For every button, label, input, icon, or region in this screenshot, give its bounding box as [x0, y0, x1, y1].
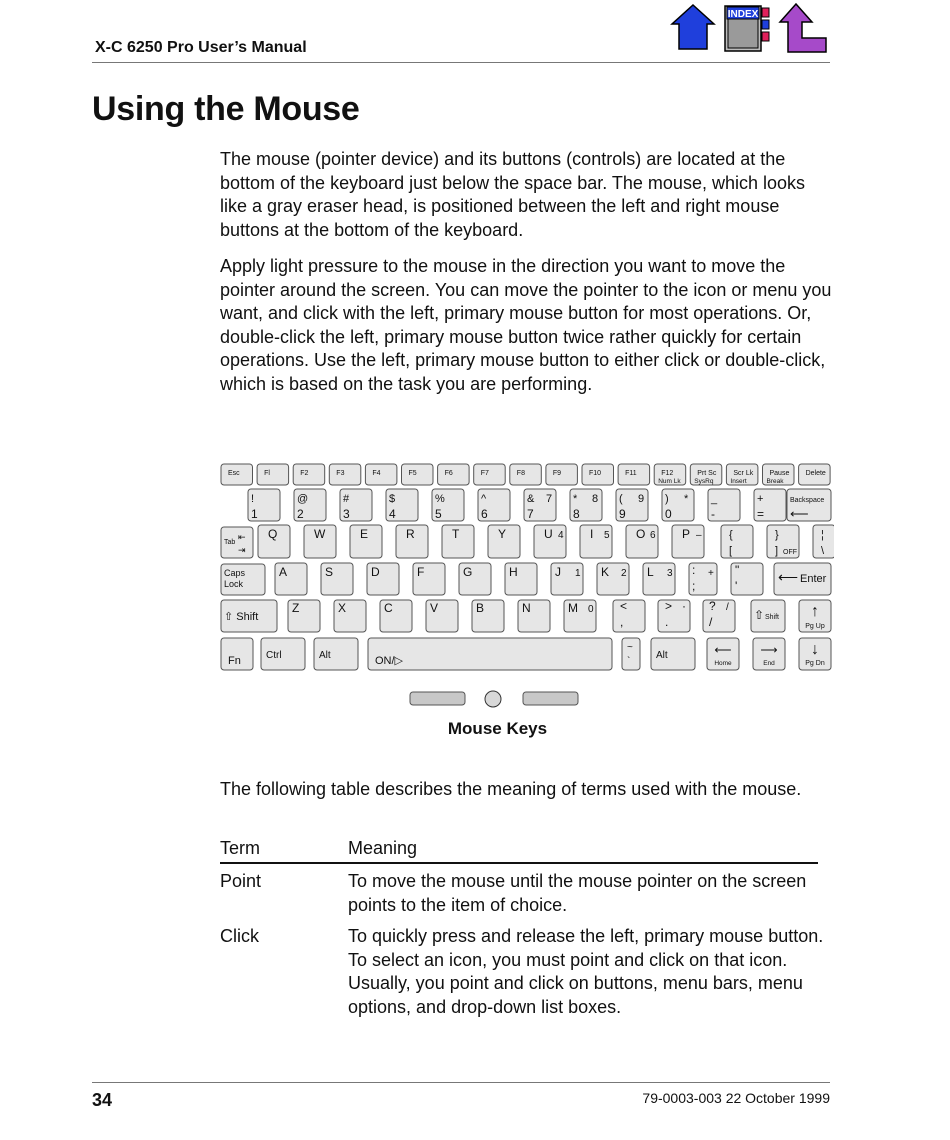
- number-key: [386, 489, 418, 521]
- key-label: Caps: [224, 568, 246, 578]
- letter-key: [518, 600, 550, 632]
- keyboard-diagram: [218, 460, 834, 712]
- home-icon[interactable]: [668, 2, 718, 52]
- bracket-key: [767, 525, 799, 558]
- nav-icons: [668, 2, 833, 56]
- table-meaning: To quickly press and release the left, primary mouse button. To select an icon, you must point and click on that icon. Usually, you point and click on buttons, menu bars, menu options, and drop-down list boxes.: [348, 926, 824, 1017]
- number-key: [478, 489, 510, 521]
- function-key: [690, 464, 722, 485]
- function-key: [799, 464, 831, 485]
- key-label: F: [417, 565, 425, 579]
- end-key: [753, 638, 785, 670]
- key-label: F9: [552, 470, 562, 477]
- letter-key: [643, 563, 675, 595]
- backspace-arrow: ⟵: [790, 506, 809, 521]
- space-bar: [368, 638, 612, 670]
- table-header-term: Term: [220, 838, 260, 858]
- key-label: `: [627, 656, 631, 667]
- key-label: I: [590, 527, 594, 541]
- semicolon-key: [689, 563, 717, 595]
- page-title: Using the Mouse: [92, 90, 360, 128]
- usage-paragraph: Apply light pressure to the mouse in the direction you want to move the pointer around the screen. You can move the pointer to the icon or menu you want, and click with the left, primary mouse button for most operations. Or, double-click the left, primary mouse button twice rather quickly for certain operations. Use the left, primary mouse button to either click or double-click, which is based on the task you are performing.: [220, 256, 832, 394]
- table-term: Point: [220, 871, 262, 891]
- key-label: A: [279, 565, 288, 579]
- right-mouse-button: [523, 692, 578, 705]
- key-label: Home: [714, 660, 732, 667]
- key-label: 7: [527, 507, 534, 521]
- key-label: 5: [435, 507, 442, 521]
- manual-title: X-C 6250 Pro User’s Manual: [95, 39, 307, 56]
- key-label: /: [709, 615, 713, 629]
- key-label: Prt Sc: [697, 470, 717, 477]
- key-label: &: [527, 493, 535, 505]
- function-key: [438, 464, 470, 485]
- header-divider: [92, 62, 830, 63]
- function-key: [654, 464, 686, 485]
- key-label: 4: [389, 507, 396, 521]
- period-key: [658, 599, 690, 632]
- key-numpad-label: 9: [638, 493, 645, 505]
- figure-caption: Mouse Keys: [447, 719, 548, 738]
- key-label: S: [325, 565, 334, 579]
- key-label: H: [509, 565, 518, 579]
- key-label: U: [544, 527, 553, 541]
- key-label: Alt: [319, 650, 331, 661]
- back-arrow-icon[interactable]: [778, 2, 830, 54]
- letter-key: [413, 563, 445, 595]
- key-label: $: [389, 493, 396, 505]
- key-label: F5: [408, 470, 417, 477]
- key-label: F11: [625, 470, 637, 477]
- key-numpad-label: 2: [621, 568, 627, 579]
- key-label: <: [620, 599, 628, 613]
- letter-key: [505, 563, 537, 595]
- key-label: Fn: [228, 655, 241, 667]
- left-alt-key: [314, 638, 358, 670]
- key-label: }: [775, 529, 779, 541]
- key-label: ?: [709, 599, 716, 613]
- slash-key: [703, 599, 735, 632]
- key-label: Z: [292, 601, 300, 615]
- tab-key: [221, 527, 253, 558]
- enter-key: [774, 563, 831, 595]
- key-label: Backspace: [790, 497, 825, 504]
- ctrl-key: [261, 638, 305, 670]
- key-label: Alt: [656, 650, 668, 661]
- key-numpad-label: 0: [588, 604, 594, 615]
- key-label: ': [735, 579, 738, 593]
- key-label: Y: [498, 527, 507, 541]
- key-numpad-label: *: [684, 493, 689, 505]
- quote-key: [731, 563, 763, 595]
- function-key: [726, 464, 758, 485]
- number-key: [708, 489, 740, 521]
- bracket-key: [813, 525, 834, 558]
- key-label: Ctrl: [266, 650, 282, 661]
- tab-arrow: ⇥: [238, 545, 246, 555]
- table-header-rule: [220, 862, 818, 864]
- key-numpad-label: –: [696, 530, 702, 541]
- function-key: [221, 464, 253, 485]
- letter-key: [321, 563, 353, 595]
- key-label: End: [763, 660, 775, 667]
- key-label: Scr Lk: [733, 470, 754, 477]
- key-label: \: [821, 545, 825, 557]
- key-label: >: [665, 599, 673, 613]
- key-label: L: [647, 565, 654, 579]
- key-label: {: [729, 529, 733, 541]
- function-key: [293, 464, 325, 485]
- key-numpad-label: 4: [558, 530, 564, 541]
- key-numpad-label: 6: [650, 530, 656, 541]
- key-label: #: [343, 493, 350, 505]
- key-label: O: [636, 527, 646, 541]
- key-label: 0: [665, 507, 672, 521]
- key-label: !: [251, 493, 255, 505]
- backspace-key: [787, 489, 831, 521]
- key-label: R: [406, 527, 415, 541]
- key-label: F2: [300, 470, 309, 477]
- key-label: F7: [480, 470, 489, 477]
- key-label: Pause: [769, 470, 790, 477]
- table-term: Click: [220, 926, 259, 946]
- key-label: F12: [661, 470, 674, 477]
- number-key: [754, 489, 786, 521]
- letter-key: [597, 563, 629, 595]
- page-up-key: [799, 600, 831, 632]
- key-label: *: [573, 493, 578, 505]
- letter-key: [275, 563, 307, 595]
- key-label: Pg Dn: [805, 660, 825, 667]
- key-label: ¦: [821, 529, 824, 541]
- tilde-key: [622, 638, 640, 670]
- key-label: Shift: [765, 614, 780, 621]
- caps-lock-key: [221, 564, 265, 595]
- key-numpad-label: /: [726, 602, 729, 613]
- function-key: [582, 464, 614, 485]
- key-label: X: [338, 601, 347, 615]
- key-label: Q: [268, 527, 278, 541]
- number-key: [432, 489, 464, 521]
- letter-key: [442, 525, 474, 558]
- letter-key: [426, 600, 458, 632]
- bracket-key: [721, 525, 753, 558]
- fn-key: [221, 638, 253, 670]
- number-key: [524, 489, 556, 521]
- key-numpad-label: +: [708, 568, 714, 579]
- key-label: W: [314, 527, 326, 541]
- key-label: G: [463, 565, 473, 579]
- tab-arrow: ⇤: [238, 532, 246, 542]
- key-label: _: [711, 493, 718, 505]
- function-key: [329, 464, 361, 485]
- key-label: Fl: [264, 470, 270, 477]
- number-key: [340, 489, 372, 521]
- letter-key: [459, 563, 491, 595]
- table-intro-paragraph: The following table describes the meaning of terms used with the mouse.: [220, 779, 802, 799]
- key-label: ^: [481, 493, 487, 505]
- key-numpad-label: 1: [575, 568, 581, 579]
- key-label: J: [555, 565, 561, 579]
- page-number: 34: [92, 1090, 113, 1110]
- letter-key: [304, 525, 336, 558]
- key-numpad-label: 3: [667, 568, 673, 579]
- left-mouse-button: [410, 692, 465, 705]
- key-label: 6: [481, 507, 488, 521]
- letter-key: [288, 600, 320, 632]
- up-arrow: ↑: [811, 603, 819, 620]
- key-label: .: [665, 615, 669, 629]
- letter-key: [334, 600, 366, 632]
- comma-key: [613, 599, 645, 632]
- key-numpad-label: 7: [546, 493, 553, 505]
- key-label: M: [568, 601, 578, 615]
- key-label: F3: [336, 470, 345, 477]
- key-label: ]: [775, 545, 779, 557]
- number-key: [570, 489, 602, 521]
- key-label: T: [452, 527, 460, 541]
- intro-paragraph: The mouse (pointer device) and its buttons (controls) are located at the bottom of the keyboard just below the space bar. The mouse, which looks like a gray eraser head, is positioned between the left and right mouse buttons at the bottom of the keyboard.: [220, 149, 805, 240]
- key-sublabel: Break: [766, 478, 784, 485]
- key-numpad-label: 8: [592, 493, 599, 505]
- key-label: -: [711, 507, 715, 521]
- letter-key: [534, 525, 566, 558]
- table-header-meaning: Meaning: [348, 838, 418, 858]
- page-down-key: [799, 638, 831, 670]
- key-label: C: [384, 601, 393, 615]
- key-label: F8: [516, 470, 525, 477]
- key-label: (: [619, 493, 623, 505]
- right-shift-key: [751, 600, 785, 632]
- letter-key: [626, 525, 658, 558]
- key-label: ;: [692, 579, 696, 593]
- key-label: F4: [372, 470, 381, 477]
- key-label: @: [297, 493, 309, 505]
- key-label: V: [430, 601, 439, 615]
- letter-key: [367, 563, 399, 595]
- letter-key: [488, 525, 520, 558]
- function-key: [402, 464, 434, 485]
- number-key: [616, 489, 648, 521]
- function-key: [763, 464, 795, 485]
- key-sublabel: SysRq: [694, 478, 714, 485]
- key-label: %: [435, 493, 445, 505]
- index-icon-label: INDEX: [727, 9, 759, 20]
- letter-key: [672, 525, 704, 558]
- key-label: K: [601, 565, 610, 579]
- key-label: 8: [573, 507, 580, 521]
- right-arrow: ⟶: [760, 643, 778, 657]
- index-icon[interactable]: [722, 2, 772, 54]
- enter-arrow: ⟵: [778, 569, 799, 585]
- home-key: [707, 638, 739, 670]
- key-label: =: [757, 507, 765, 521]
- key-label: Pg Up: [805, 623, 825, 630]
- key-numpad-label: 5: [604, 530, 610, 541]
- letter-key: [258, 525, 290, 558]
- shift-arrow: ⇧: [754, 608, 765, 622]
- key-label: 2: [297, 507, 304, 521]
- function-key: [474, 464, 506, 485]
- pointing-stick: [485, 691, 501, 707]
- key-label: ,: [620, 615, 624, 629]
- key-label: [: [729, 545, 733, 557]
- function-key: [546, 464, 578, 485]
- key-label: P: [682, 527, 691, 541]
- key-label: Tab: [224, 539, 236, 546]
- key-label: :: [692, 563, 696, 577]
- down-arrow: ↓: [811, 641, 819, 658]
- number-key: [248, 489, 280, 521]
- key-label: D: [371, 565, 380, 579]
- letter-key: [350, 525, 382, 558]
- letter-key: [396, 525, 428, 558]
- function-key: [618, 464, 650, 485]
- key-label: Esc: [228, 470, 240, 477]
- key-label: N: [522, 601, 531, 615]
- key-label: 9: [619, 507, 626, 521]
- key-label: Enter: [800, 573, 827, 585]
- key-label: Lock: [224, 579, 244, 589]
- function-key: [257, 464, 289, 485]
- letter-key: [472, 600, 504, 632]
- function-key: [510, 464, 542, 485]
- number-key: [662, 489, 694, 521]
- function-key: [365, 464, 397, 485]
- letter-key: [564, 600, 596, 632]
- off-label: OFF: [783, 549, 797, 556]
- key-label: ~: [627, 642, 633, 653]
- footer-divider: [92, 1082, 830, 1083]
- key-numpad-label: ·: [682, 599, 686, 613]
- key-label: F10: [589, 470, 602, 477]
- key-label: 1: [251, 507, 258, 521]
- left-arrow: ⟵: [714, 643, 732, 657]
- key-label: E: [360, 527, 369, 541]
- number-key: [294, 489, 326, 521]
- table-meaning: To move the mouse until the mouse pointer on the screen points to the item of choice.: [348, 871, 807, 915]
- letter-key: [380, 600, 412, 632]
- key-label: ": [735, 563, 740, 577]
- key-label: ): [665, 493, 669, 505]
- right-alt-key: [651, 638, 695, 670]
- key-label: ⇧ Shift: [224, 611, 259, 623]
- key-label: B: [476, 601, 485, 615]
- key-label: F6: [444, 470, 453, 477]
- key-label: 3: [343, 507, 350, 521]
- key-label: Delete: [805, 470, 826, 477]
- on-label: ON/▷: [375, 655, 404, 667]
- key-label: +: [757, 493, 764, 505]
- letter-key: [580, 525, 612, 558]
- key-sublabel: Insert: [730, 478, 747, 485]
- document-id-date: 79-0003-003 22 October 1999: [642, 1090, 830, 1106]
- letter-key: [551, 563, 583, 595]
- left-shift-key: [221, 600, 277, 632]
- key-sublabel: Num Lk: [658, 478, 681, 485]
